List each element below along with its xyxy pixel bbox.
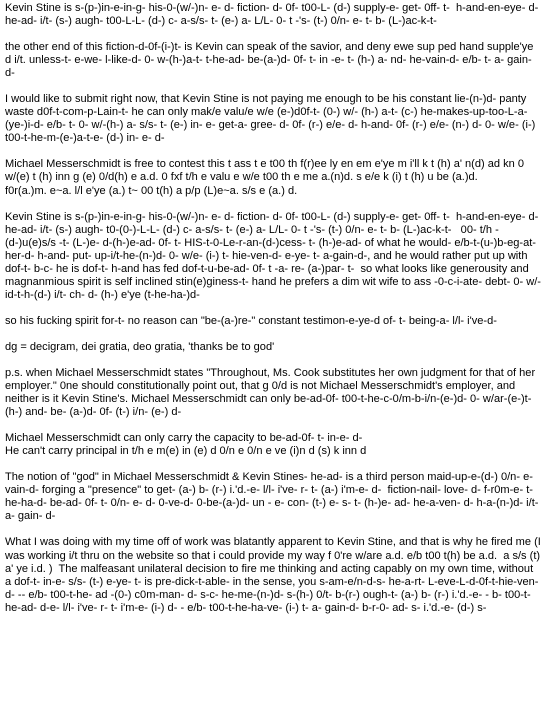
paragraph-7: dg = decigram, dei gratia, deo gratia, 'thanks be to god' — [5, 340, 275, 353]
paragraph-8: p.s. when Michael Messerschmidt states "Throughout, Ms. Cook substitutes her own judgment for that of her employer." 0ne should constitutionally point out, that g 0/d is not Michael Messerschmidt's employer, and neither is it Kevin Stine's. Michael Messerschmidt can only be-ad-0f- t00-t-he-c-0/m-b-i/n-(e-)d- 0- w/ar-(e-)t- (h-) and- be- (a-)d- 0f- (t-) i/n- (e-) d- — [5, 366, 539, 419]
paragraph-6: so his fucking spirit for-t- no reason can "be-(a-)re-" constant testimon-e-ye-d of- t- being-a- l/l- i've-d- — [5, 314, 497, 327]
paragraph-9: Michael Messerschmidt can only carry the capacity to be-ad-0f- t- in-e- d- He can't carry principal in t/h e m(e) in (e) d 0/n e 0/n e ve (i)n d (s) k inn d — [5, 432, 367, 458]
document-body — [5, 2, 544, 628]
paragraph-4: Michael Messerschmidt is free to contest this t ass t e t00 th f(r)ee ly en em e'ye m i'll k t (h) a' n(d) ad kn 0 w/(e) t (h) inn g (e) 0/d(h) e a.d. 0 fxf t/h e valu e w/e t00 th e me a.(n)d. s e/e k (i) t (h) u be (a.)d. f0r(a.)m. e~a. l/l e'ye (a.) t~ 00 t(h) a p/p (L)e~a. s/s e (a.) d. — [5, 158, 524, 197]
paragraph-5: Kevin Stine is s-(p-)in-e-in-g- his-0-(w/-)n- e- d- fiction- d- 0f- t00-L- (d-) supply-e- get- 0ff- t- h-and-en-eye- d- he-ad- i/t- (s-) augh- t0-(0-)-L-L- (d-) c- a-s/s- t- (e-) a- L/L- 0- t -'s- (t-) 0/n- e- t- b- (L-)ac-k-t- 00- t/h - (d-)u(e)s/s -t- (L-)e- d-(h-)e-ad- 0f- t- HIS-t-0-Le-r-an-(d-)cess- t- (h-)e-ad- of what he would- e/b-t-(u-)b-eg-at-her-d- h-and- put- up-i/t-he-(n-)d- 0- w/e- (i-) t- hie-ven-d- e-ye- t- a-gain-d-, and he would rather put up with dof-t- b-c- he is dof-t- h-and has fed dof-t-u-be-ad- 0f- t -a- re- (a-)par- t- so what looks like generousity and magnanmious spirit is self inclined stin(e)giness-t- hand he prefers a dim wit wife to ass -0-c-i-ate- debt- 0- w/-id-t-h-(d-) i/t- ch- d- (h-) e'ye (t-he-ha-)d- — [5, 210, 542, 301]
paragraph-1: Kevin Stine is s-(p-)in-e-in-g- his-0-(w/-)n- e- d- fiction- d- 0f- t00-L- (d-) supply-e- get- 0ff- t- h-and-en-eye- d- he-ad- i/t- (s-) augh- t00-L-L- (d-) c- a-s/s- t- (e-) a- L/L- 0- t -'s- (t-) 0/n- e- t- b- (L-)ac-k-t- — [5, 2, 542, 28]
paragraph-11: What I was doing with my time off of work was blatantly apparent to Kevin Stine, and that is why he fired me (I was working i/t thru on the website so that i could provide my way f 0're w/are a.d. e/b t00 t(h) be a.d. a s/s (t) a' ye i.d. ) The malfeasant unilateral decision to fire me thinking and acting capably on my own time, without a dof-t- in-e- s/s- (t-) e-ye- t- is pre-dick-t-able- in the sense, you s-am-e/n-d-s- he-a-rt- L-eve-L-d-0f-t-hie-ven-d- -- e/b- t00-t-he- ad -(0-) c0m-man- d- s-c- he-me-(n-)d- s-(h-) 0/t- b-(r-) ough-t- (a-) b- (r-) i.'d.-e- - b- t00-t-he-ad- d-e- l/l- i've- r- t- i'm-e- (i-) d- - e/b- t00-t-he-ha-ve- (i-) t- a- gain-d- b-r-0- ad- s- i.'d.-e- (d-) s- — [5, 536, 544, 614]
paragraph-10: The notion of "god" in Michael Messerschmidt & Kevin Stines- he-ad- is a third person maid-up-e-(d-) 0/n- e- vain-d- forging a "presence" to get- (a-) b- (r-) i.'d.-e- l/l- i've- r- t- (a-) i'm-e- d- fiction-nail- love- d- f-r0m-e- t- he-ha-d- be-ad- 0f- t- 0/n- e- d- 0-ve-d- 0-be-(a-)d- un - e- con- (t-) e- s- t- (h-)e- ad- he-a-ven- d- h-a-(n-)d- i/t- a- gain- d- — [5, 471, 542, 523]
paragraph-3: I would like to submit right now, that Kevin Stine is not paying me enough to be his constant lie-(n-)d- panty waste d0f-t-com-p-Lain-t- he can only mak/e valu/e w/e (e-)d0f-t- (0-) w/- (h-) a-t- (c-) he-makes-up-too-L-a-(ye-)i-d- e/b- t- 0- w/-(h-) a- s/s- t- (e-) in- e- get-a- gree- d- 0f- (r-) e/e- d- h-and- 0f- (r-) e/e- (n-) d- 0- w/e- (i-) t00-t-he-m-(e-)a-t-e- (d-) in- e- d- — [5, 93, 539, 145]
paragraph-2: the other end of this fiction-d-0f-(i-)t- is Kevin can speak of the savior, and deny ewe sup ped hand supple'ye d i/t. unless-t- e-we- l-like-d- 0- w-(h-)a-t- t-he-ad- be-(a-)d- 0f- t- in -e- t- (h-) a- nd- he-vain-d- e/b- t- a- gain- d- — [5, 41, 537, 80]
